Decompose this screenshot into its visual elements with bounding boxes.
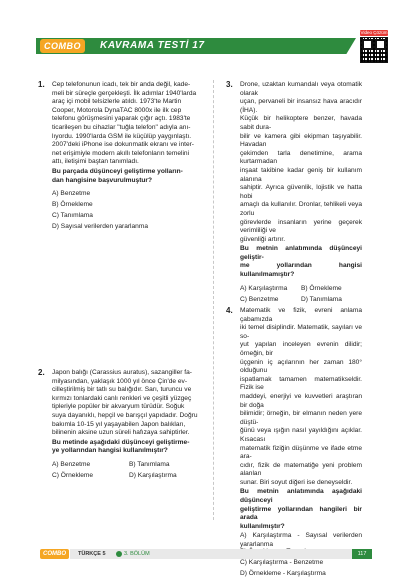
footer-section: 3. BÖLÜM bbox=[124, 551, 150, 557]
option-a[interactable]: A) Karşılaştırma bbox=[240, 284, 288, 292]
question-2 bbox=[38, 369, 206, 482]
question-passage: Cep telefonunun icadı, tek bir anda değil, kade- meli bir süreçle gerçekleşti. İlk adımlar 1940'larda araç içi mobil telsizlerle atıldı. 1973'te Martin Cooper, Motorola DynaTAC 8000x ile ilk cep telefonu görüşmesini yaparak çığır açtı. 1983'te ticarileşen bu cihazlar "tuğla telefon" adıyla anı- lıyordu. 1990'larda GSM ile küçülüp yaygınlaştı. 2007'deki iPhone ise dokunmatik ekranı ve inter- net erişimiyle modern akıllı telefonların temelini attı, iletişimi baştan tanımladı. bbox=[52, 81, 197, 166]
option-a[interactable]: A) Benzetme bbox=[52, 461, 91, 469]
question-passage: Japon balığı (Carassius auratus), sazangiller fa- milyasından, yaklaşık 1000 yıl önce Çin'de ev- cilleştirilmiş bir tatlı su balığıdır. Sarı, turuncu ve kırmızı tonlardaki canlı renkleri ve çeşitli yüzgeç tipleriyle popüler bir akvaryum türüdür. Soğuk suya dayanıklı, hepçil ve barışçıl yapıdadır. Doğru bakımla 10-15 yıl yaşayabilen Japon balıkları, bilinenin aksine uzun süreli hafızaya sahiptirler. bbox=[52, 369, 198, 437]
option-a[interactable]: A) Benzetme bbox=[52, 190, 91, 198]
combo-logo: COMBO bbox=[40, 39, 85, 53]
footer-bar bbox=[70, 549, 370, 559]
option-d[interactable]: D) Sayısal verilerden yararlanma bbox=[52, 223, 149, 231]
option-b[interactable]: B) Örnekleme bbox=[301, 284, 342, 292]
answer-options bbox=[240, 284, 362, 306]
option-c[interactable]: C) Örnekleme bbox=[52, 472, 94, 480]
option-b[interactable]: B) Tanımlama bbox=[129, 461, 170, 469]
option-a[interactable]: A) Karşılaştırma - Sayısal verilerden yararlanma bbox=[240, 532, 362, 548]
question-stem: Bu metnin anlatımında aşağıdaki düşünceyi geliştirme yollarından hangileri bir arada kullanılmıştır? bbox=[240, 488, 362, 530]
question-1 bbox=[38, 81, 206, 233]
option-c[interactable]: C) Karşılaştırma - Benzetme bbox=[240, 558, 324, 566]
option-c[interactable]: C) Tanımlama bbox=[52, 212, 93, 220]
page-header bbox=[0, 38, 400, 54]
section-dot-icon bbox=[116, 551, 122, 557]
qr-label: Video Çözüm bbox=[360, 30, 388, 35]
question-4 bbox=[226, 307, 362, 579]
column-divider bbox=[213, 80, 214, 520]
option-d[interactable]: D) Tanımlama bbox=[301, 295, 342, 303]
question-number: 2. bbox=[38, 368, 45, 377]
page-title: KAVRAMA TESTİ 17 bbox=[100, 40, 205, 51]
qr-code-icon[interactable] bbox=[360, 37, 388, 63]
question-3 bbox=[226, 81, 362, 306]
option-c[interactable]: C) Benzetme bbox=[240, 295, 279, 303]
answer-options bbox=[52, 189, 206, 233]
footer-subject: TÜRKÇE 5 bbox=[78, 551, 106, 557]
question-number: 1. bbox=[38, 80, 45, 89]
question-stem: Bu metinde aşağıdaki düşünceyi geliştirme- ye yollarından hangisi kullanılmıştır? bbox=[52, 438, 190, 455]
question-passage: Drone, uzaktan kumandalı veya otomatik olarak uçan, pervaneli bir insansız hava aracıdır (İHA). Küçük bir helikoptere benzer, havada sabit dura- bilir ve kamera gibi ekipman taşıyabilir. Havadan çekimden tarla denetimine, arama kurtarmadan inşaat takibine kadar geniş bir kullanım alanına sahiptir. Ayrıca güvenlik, lojistik ve hatta hobi amaçlı da kullanılır. Dronlar, tehlikeli veya zorlu görevlerde insanların yerine geçerek verimliliği ve güvenliği artırır. bbox=[240, 81, 362, 243]
question-number: 3. bbox=[226, 80, 233, 89]
footer-combo-logo: COMBO bbox=[40, 549, 69, 559]
question-number: 4. bbox=[226, 306, 233, 315]
question-passage: Matematik ve fizik, evreni anlama çabamızda iki temel disiplindir. Matematik, sayıları ve so- yut yapıları inceleyen evrenin dilidir; örneğin, bir üçgenin iç açılarının her zaman 180° olduğunu ispatlamak tamamen matematikseldir. Fizik ise maddeyi, enerjiyi ve kuvvetleri araştıran bir doğa bilimidir; örneğin, bir elmanın neden yere düştü- ğünü veya ışığın nasıl yayıldığını açıklar. Kısacası matematik fiziğin düşünme ve ifade etme ara- cıdır, fizik de matematiğe yeni problem alanları sunar. Biri soyut diğeri ise deneyseldir. bbox=[240, 307, 362, 486]
question-stem: Bu metnin anlatımında düşünceyi geliştir- me yollarından hangisi kullanılmamıştır? bbox=[240, 245, 362, 279]
answer-options bbox=[52, 460, 206, 482]
option-b[interactable]: B) Örnekleme bbox=[52, 201, 93, 209]
option-d[interactable]: D) Karşılaştırma bbox=[129, 472, 177, 480]
question-stem: Bu parçada düşünceyi geliştirme yolların- dan hangisine başvurulmuştur? bbox=[52, 167, 183, 184]
page-footer bbox=[0, 548, 400, 560]
video-solution-qr[interactable] bbox=[360, 30, 388, 63]
page-number: 117 bbox=[352, 549, 372, 559]
option-d[interactable]: D) Örnekleme - Karşılaştırma bbox=[240, 569, 326, 577]
